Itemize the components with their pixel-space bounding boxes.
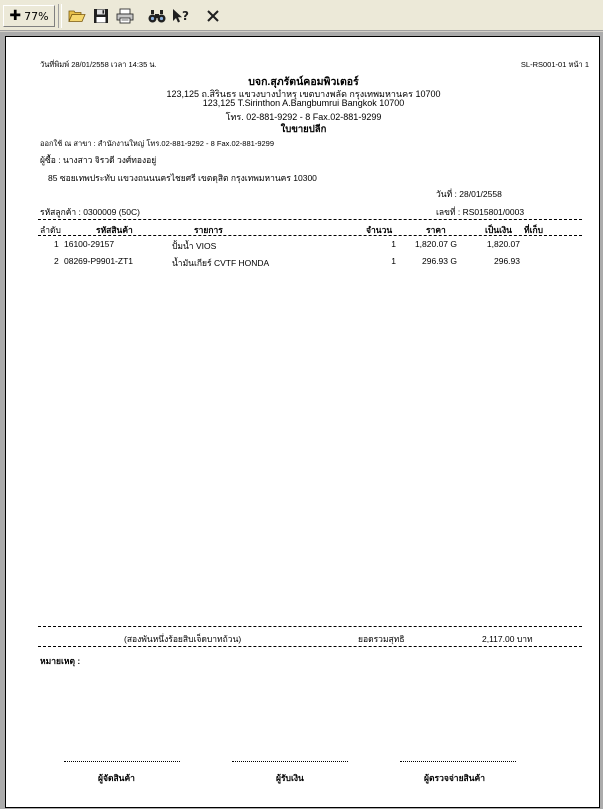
table-row-2-amount: 296.93 bbox=[494, 256, 520, 266]
document-date: วันที่ : 28/01/2558 bbox=[436, 189, 502, 199]
close-button[interactable] bbox=[202, 5, 224, 27]
table-row-2-code: 08269-P9901-ZT1 bbox=[64, 256, 133, 266]
company-name: บจก.สุภรัตน์คอมพิวเตอร์ bbox=[248, 76, 359, 88]
toolbar-separator bbox=[58, 4, 62, 28]
column-header-no: ลำดับ bbox=[40, 225, 61, 235]
table-row-2-price: 296.93 G bbox=[422, 256, 457, 266]
signature-label-cashier: ผู้รับเงิน bbox=[276, 773, 304, 783]
folder-open-icon bbox=[68, 8, 86, 24]
table-row-1-description: ปั้มน้ำ VIOS bbox=[172, 241, 217, 251]
signature-label-picker: ผู้จัดสินค้า bbox=[98, 773, 135, 783]
table-header-bottom-rule bbox=[38, 235, 582, 236]
svg-text:?: ? bbox=[182, 9, 189, 23]
table-row-1-amount: 1,820.07 bbox=[486, 239, 520, 249]
print-info: วันที่พิมพ์ 28/01/2558 เวลา 14:35 น. bbox=[40, 60, 157, 69]
zoom-icon: ✚ bbox=[9, 8, 22, 24]
binoculars-icon bbox=[148, 8, 166, 24]
totals-bottom-rule bbox=[38, 646, 582, 647]
net-total-value: 2,117.00 บาท bbox=[482, 634, 533, 644]
document-number: เลขที่ : RS015801/0003 bbox=[436, 207, 525, 217]
table-row-2-no: 2 bbox=[54, 256, 59, 266]
address-english: 123,125 T.Sirinthon A.Bangbumrui Bangkok 10700 bbox=[202, 98, 405, 108]
floppy-disk-icon bbox=[93, 8, 109, 24]
find-button[interactable] bbox=[146, 5, 168, 27]
open-button[interactable] bbox=[66, 5, 88, 27]
save-button[interactable] bbox=[90, 5, 112, 27]
signature-line-checker bbox=[400, 761, 516, 762]
net-total-label: ยอดรวมสุทธิ bbox=[358, 634, 405, 644]
table-row-1-code: 16100-29157 bbox=[64, 239, 115, 249]
table-row-2-quantity: 1 bbox=[391, 256, 396, 266]
zoom-level: 77% bbox=[24, 9, 49, 23]
table-row-1-no: 1 bbox=[54, 239, 59, 249]
address-thai: 123,125 ถ.สิรินธร แขวงบางบำหรุ เขตบางพลัด กรุงเทพมหานคร 10700 bbox=[166, 89, 441, 99]
printer-icon bbox=[116, 8, 134, 24]
column-header-quantity: จำนวน bbox=[366, 225, 393, 235]
signature-line-cashier bbox=[232, 761, 348, 762]
column-header-location: ที่เก็บ bbox=[524, 225, 544, 235]
table-header-top-rule bbox=[38, 219, 582, 220]
help-button[interactable] bbox=[170, 5, 192, 27]
table-row-1-quantity: 1 bbox=[391, 239, 396, 249]
report-page bbox=[5, 36, 600, 808]
toolbar bbox=[0, 0, 603, 31]
document-title: ใบขายปลีก bbox=[280, 124, 327, 135]
help-pointer-icon bbox=[171, 8, 191, 24]
amount-in-words: (สองพันหนึ่งร้อยสิบเจ็ดบาทถ้วน) bbox=[124, 634, 242, 644]
signature-label-checker: ผู้ตรวจจ่ายสินค้า bbox=[424, 773, 486, 783]
remark-label: หมายเหตุ : bbox=[40, 656, 81, 666]
buyer-address: 85 ซอยเทพประทับ แขวงถนนนครไชยศรี เขตดุสิต กรุงเทพมหานคร 10300 bbox=[48, 173, 317, 183]
column-header-amount: เป็นเงิน bbox=[485, 225, 512, 235]
signature-line-picker bbox=[64, 761, 180, 762]
company-phone: โทร. 02-881-9292 - 8 Fax.02-881-9299 bbox=[225, 112, 382, 122]
close-icon bbox=[206, 9, 220, 23]
customer-code: รหัสลูกค้า : 0300009 (50C) bbox=[40, 207, 140, 217]
totals-top-rule bbox=[38, 626, 582, 627]
column-header-price: ราคา bbox=[426, 225, 446, 235]
table-row-1-price: 1,820.07 G bbox=[414, 239, 457, 249]
report-code: SL-RS001-01 หน้า 1 bbox=[520, 60, 589, 69]
table-row-2-description: น้ำมันเกียร์ CVTF HONDA bbox=[172, 258, 270, 268]
buyer-name: ผู้ซื้อ : นางสาว จิรวดี วงศ์ทองอยู่ bbox=[40, 155, 157, 165]
print-button[interactable] bbox=[114, 5, 136, 27]
zoom-button[interactable] bbox=[3, 5, 55, 27]
column-header-code: รหัสสินค้า bbox=[96, 225, 133, 235]
issued-branch: ออกใช้ ณ สาขา : สำนักงานใหญ่ โทร.02-881-9292 - 8 Fax.02-881-9299 bbox=[40, 139, 275, 148]
column-header-description: รายการ bbox=[194, 225, 223, 235]
